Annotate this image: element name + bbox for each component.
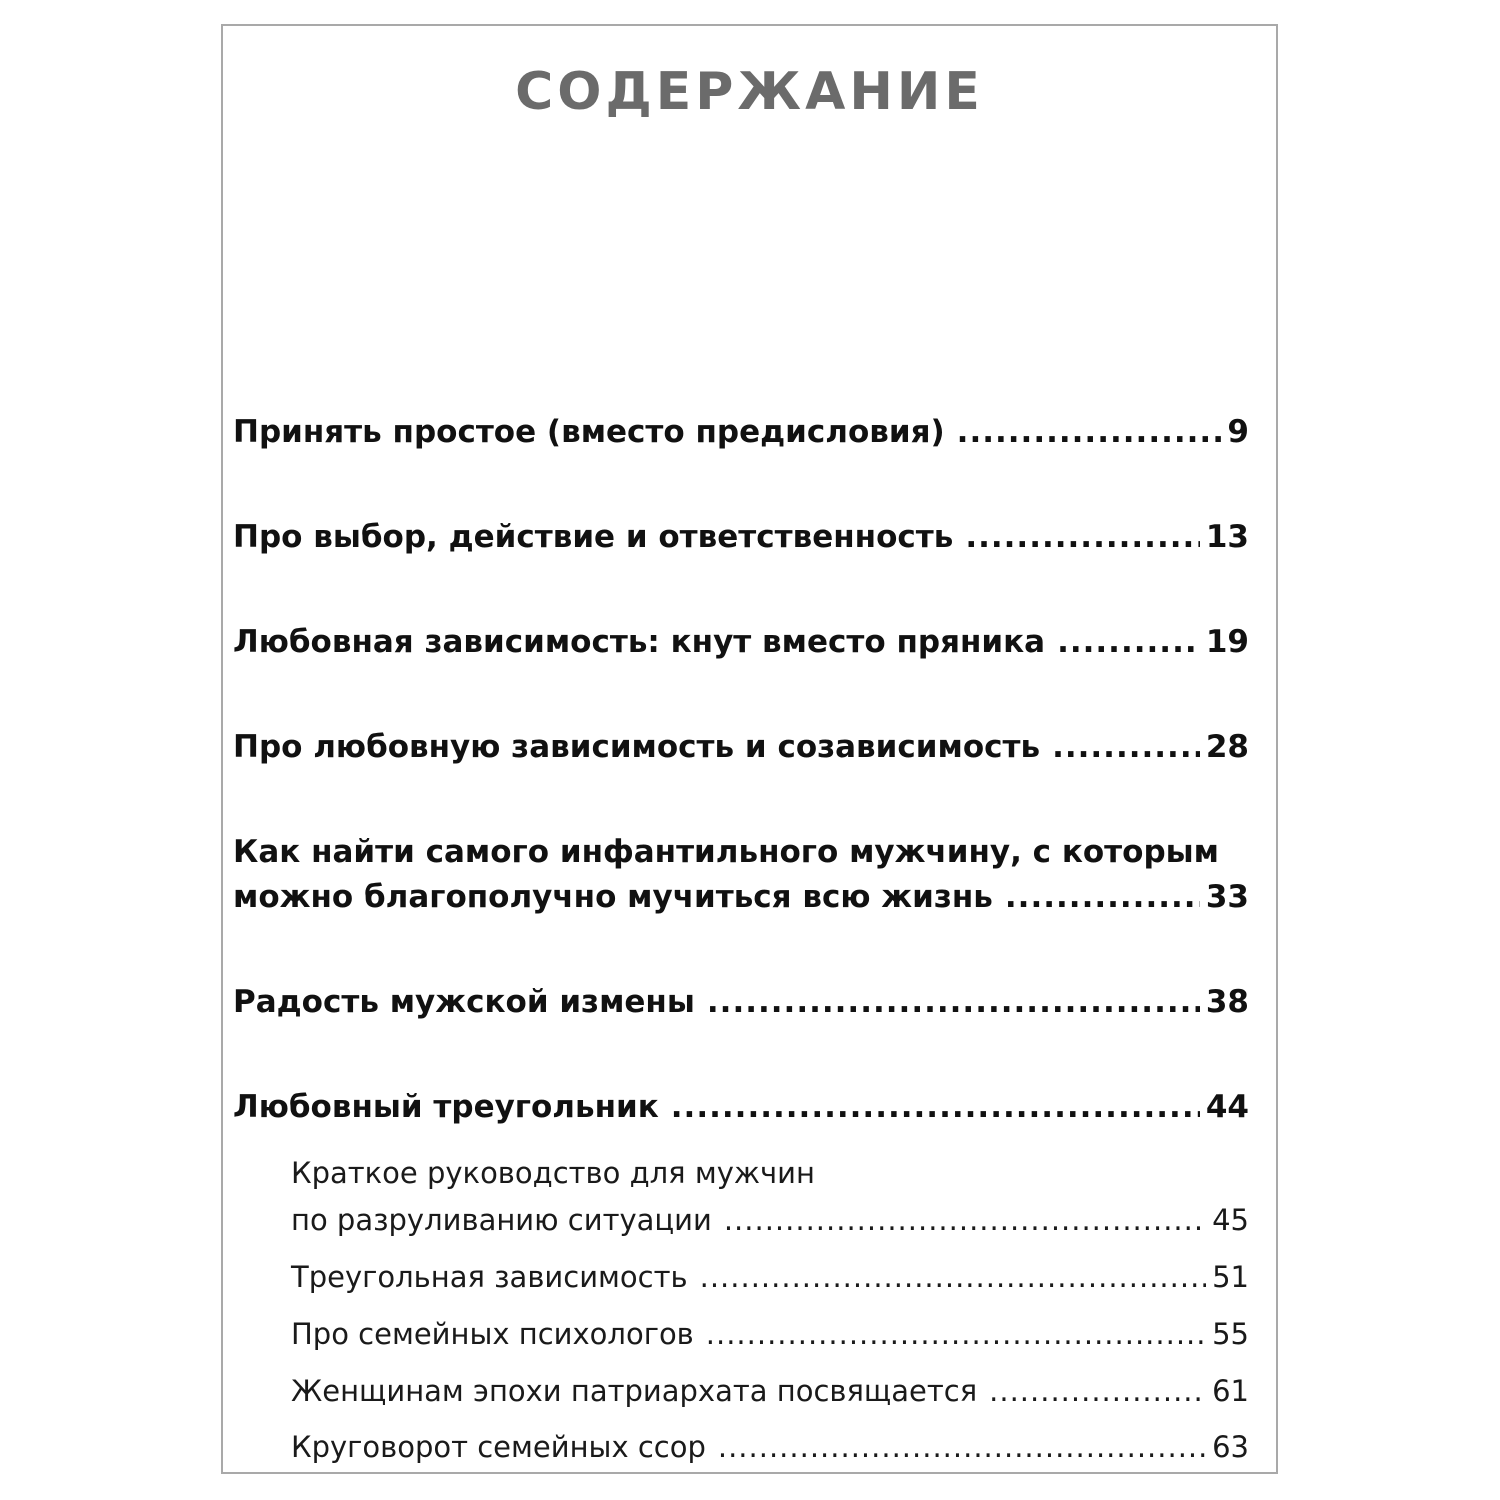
- toc-entry[interactable]: [233, 624, 1249, 660]
- toc-entry[interactable]: [233, 879, 1249, 915]
- toc-entry-page: 33: [1205, 879, 1249, 915]
- dot-leader: [700, 1260, 1206, 1294]
- dot-leader: [724, 1203, 1206, 1237]
- toc-subentry-page: 63: [1212, 1430, 1249, 1464]
- toc-subentry[interactable]: [291, 1317, 1249, 1351]
- toc-subentry-page: 45: [1212, 1203, 1249, 1237]
- toc-entry-label: Любовная зависимость: кнут вместо пряника: [233, 624, 1046, 660]
- dot-leader: [989, 1374, 1206, 1408]
- toc-entry-label: Про выбор, действие и ответственность: [233, 519, 954, 555]
- dot-leader: [671, 1089, 1200, 1125]
- dot-leader: [957, 414, 1222, 450]
- dot-leader: [1052, 729, 1200, 765]
- toc-subentry-page: 61: [1212, 1374, 1249, 1408]
- toc-entry[interactable]: [233, 519, 1249, 555]
- toc-subentry[interactable]: [291, 1260, 1249, 1294]
- toc-entry-label: Любовный треугольник: [233, 1089, 659, 1125]
- dot-leader: [965, 519, 1200, 555]
- page-title: СОДЕРЖАНИЕ: [515, 62, 984, 122]
- dot-leader: [706, 1317, 1206, 1351]
- dot-leader: [718, 1430, 1206, 1464]
- toc-subentry-page: 55: [1212, 1317, 1249, 1351]
- dot-leader: [707, 984, 1200, 1020]
- toc-subentry-label: Про семейных психологов: [291, 1317, 694, 1351]
- toc-subentry-label-line1[interactable]: Краткое руководство для мужчин: [291, 1156, 815, 1190]
- toc-subentry[interactable]: [291, 1203, 1249, 1237]
- toc-entry-label-line1[interactable]: Как найти самого инфантильного мужчину, с которым: [233, 834, 1220, 870]
- toc-entry-label: Радость мужской измены: [233, 984, 695, 1020]
- toc-entry[interactable]: [233, 729, 1249, 765]
- toc-entry-label: Принять простое (вместо предисловия): [233, 414, 945, 450]
- toc-entry-label: можно благополучно мучиться всю жизнь: [233, 879, 993, 915]
- toc-entry-page: 13: [1205, 519, 1249, 555]
- toc-entry[interactable]: [233, 984, 1249, 1020]
- toc-entry-page: 9: [1227, 414, 1249, 450]
- toc-entry[interactable]: [233, 1089, 1249, 1125]
- toc-entry-label: Про любовную зависимость и созависимость: [233, 729, 1041, 765]
- dot-leader: [1005, 879, 1200, 915]
- toc-subentry-label: по разруливанию ситуации: [291, 1203, 712, 1237]
- toc-entry[interactable]: [233, 414, 1249, 450]
- toc-page: [221, 24, 1278, 1474]
- toc-subentry[interactable]: [291, 1374, 1249, 1408]
- toc-subentry[interactable]: [291, 1430, 1249, 1464]
- toc-subentry-page: 51: [1212, 1260, 1249, 1294]
- toc-entry-page: 44: [1205, 1089, 1249, 1125]
- toc-subentry-label: Круговорот семейных ссор: [291, 1430, 706, 1464]
- toc-entry-page: 28: [1205, 729, 1249, 765]
- toc-entry-page: 19: [1205, 624, 1249, 660]
- dot-leader: [1057, 624, 1200, 660]
- toc-entry-page: 38: [1205, 984, 1249, 1020]
- toc-subentry-label: Треугольная зависимость: [291, 1260, 688, 1294]
- toc-subentry-label: Женщинам эпохи патриархата посвящается: [291, 1374, 978, 1408]
